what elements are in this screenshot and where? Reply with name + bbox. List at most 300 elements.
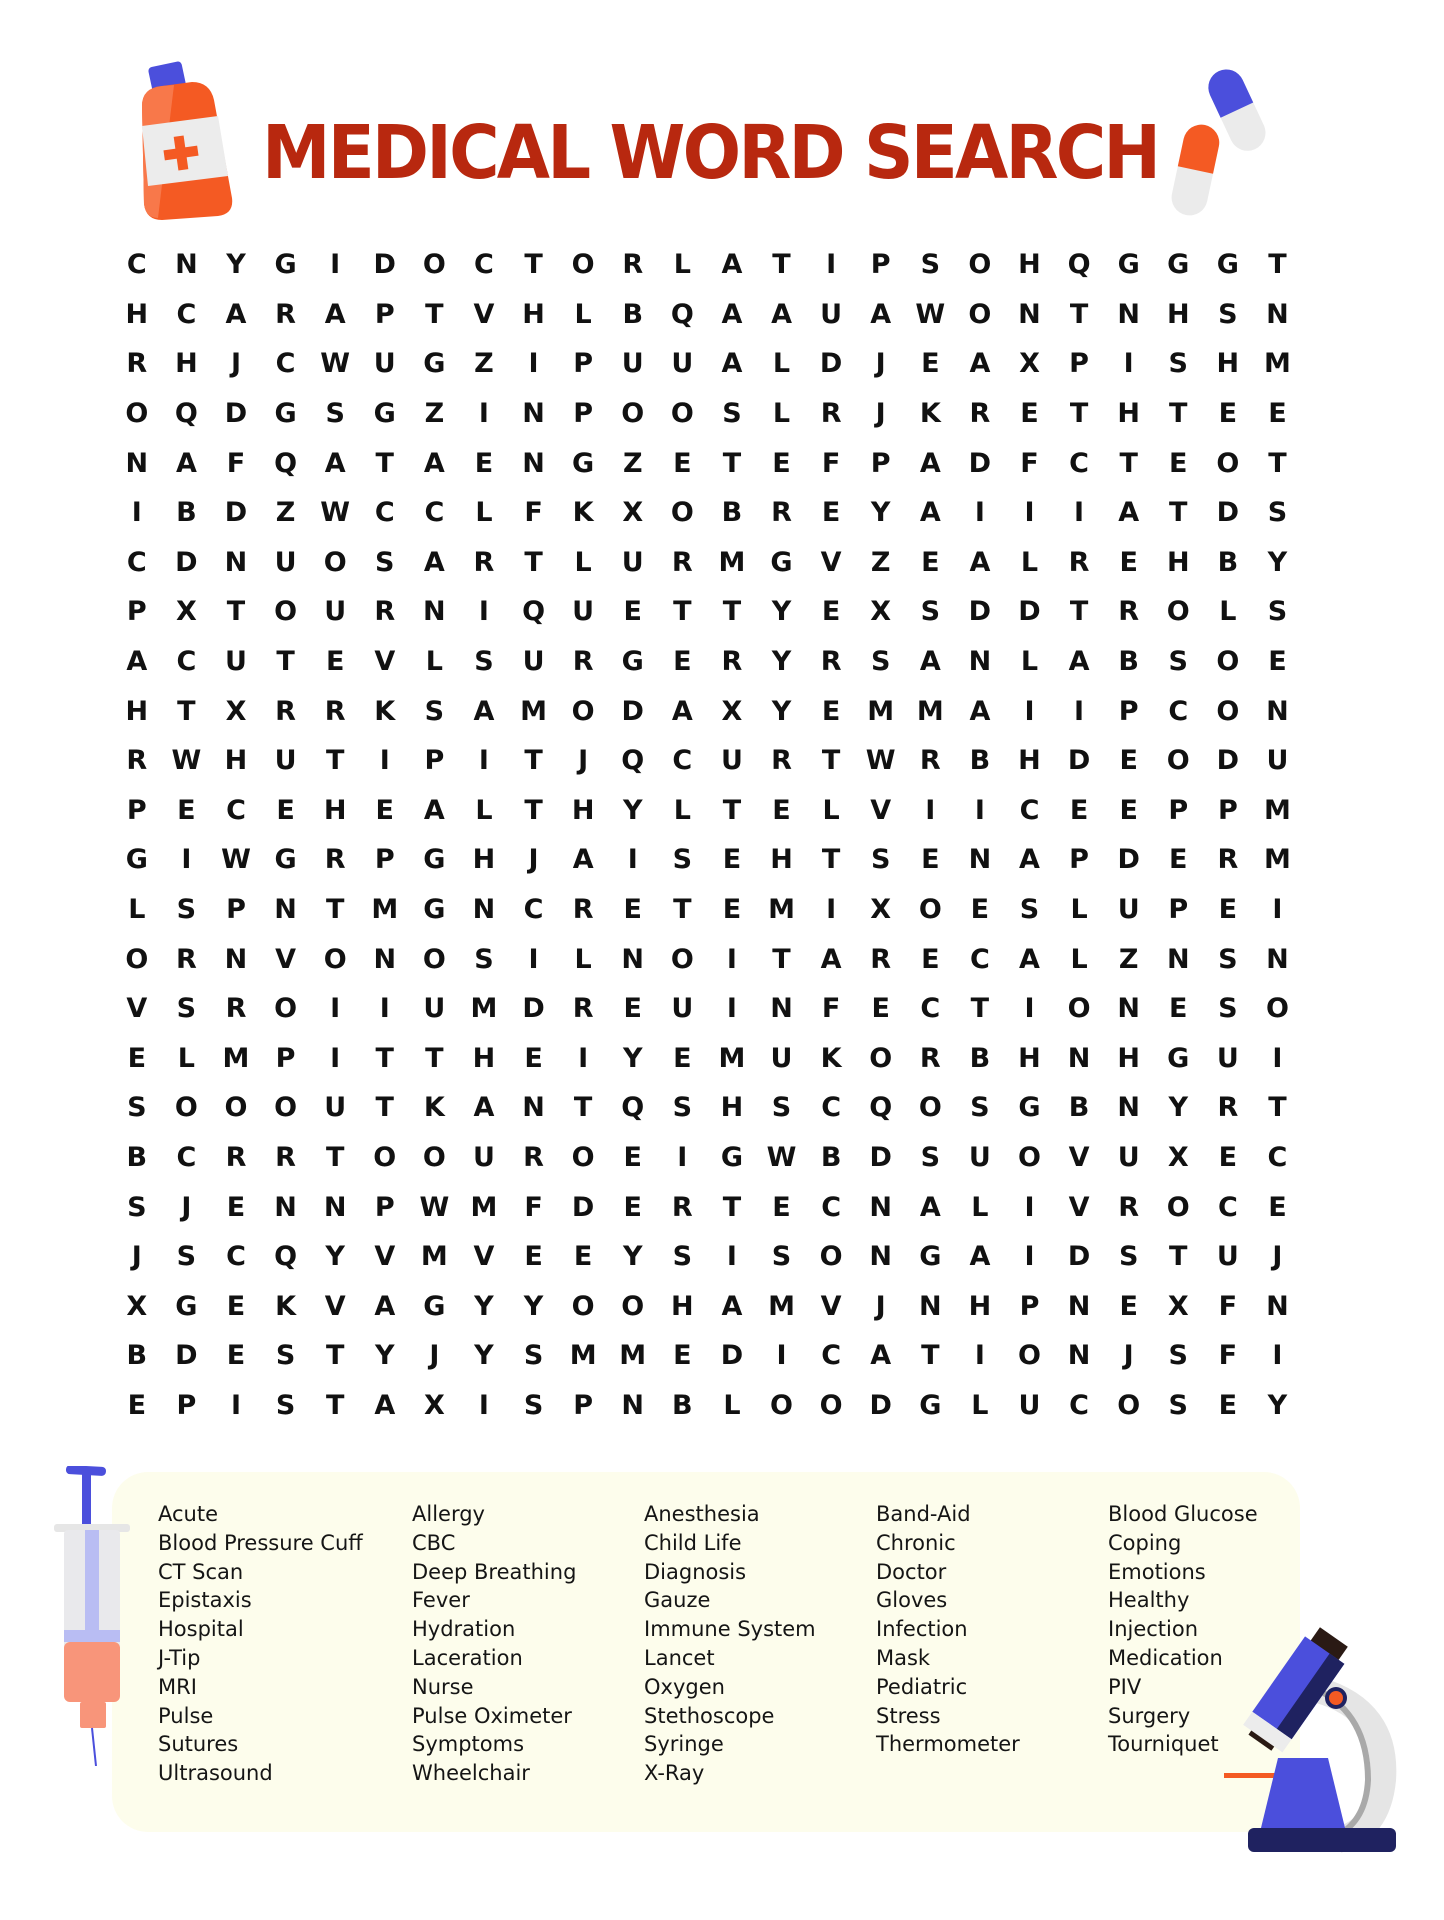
grid-cell[interactable]: F [821,993,841,1025]
grid-cell[interactable]: A [473,695,495,727]
grid-cell[interactable]: D [869,1389,892,1421]
grid-cell[interactable]: Q [274,447,298,479]
grid-cell[interactable]: P [573,1389,594,1421]
grid-cell[interactable]: H [1117,1042,1140,1074]
grid-cell[interactable]: M [768,894,795,926]
grid-cell[interactable]: G [274,249,297,281]
grid-cell[interactable]: G [919,1389,942,1421]
grid-cell[interactable]: Q [1067,249,1091,281]
grid-cell[interactable]: P [1118,695,1139,727]
grid-cell[interactable]: A [919,447,941,479]
grid-cell[interactable]: P [870,249,891,281]
grid-cell[interactable]: R [126,348,148,380]
grid-cell[interactable]: R [275,695,296,727]
grid-cell[interactable]: A [324,298,346,330]
grid-cell[interactable]: T [772,249,791,281]
grid-cell[interactable]: T [1268,1092,1287,1124]
grid-cell[interactable]: V [870,794,892,826]
grid-cell[interactable]: O [770,1389,793,1421]
grid-cell[interactable]: E [127,1042,147,1074]
grid-cell[interactable]: H [968,1290,992,1322]
grid-cell[interactable]: K [919,398,941,430]
grid-cell[interactable]: Q [174,398,198,430]
grid-cell[interactable]: A [870,298,892,330]
grid-cell[interactable]: O [670,497,694,529]
grid-cell[interactable]: R [771,497,792,529]
grid-cell[interactable]: P [126,794,147,826]
grid-cell[interactable]: P [870,447,891,479]
grid-cell[interactable]: A [771,298,792,330]
grid-cell[interactable]: R [1068,546,1090,578]
grid-cell[interactable]: V [374,1241,396,1273]
grid-cell[interactable]: R [225,993,247,1025]
grid-cell[interactable]: G [770,546,793,578]
grid-cell[interactable]: N [423,596,446,628]
grid-cell[interactable]: E [673,447,692,479]
grid-cell[interactable]: Z [474,348,494,380]
grid-cell[interactable]: M [718,546,746,578]
grid-cell[interactable]: M [867,695,895,727]
grid-cell[interactable]: I [826,249,837,281]
grid-cell[interactable]: T [325,1141,345,1173]
grid-cell[interactable]: N [373,943,397,975]
grid-cell[interactable]: S [672,1241,693,1273]
grid-cell[interactable]: I [826,894,837,926]
grid-cell[interactable]: C [821,1340,842,1372]
grid-cell[interactable]: C [1168,695,1189,727]
grid-cell[interactable]: I [726,1241,737,1273]
grid-cell[interactable]: Y [622,1241,643,1273]
grid-cell[interactable]: C [1217,1191,1238,1223]
grid-cell[interactable]: R [523,1141,544,1173]
grid-cell[interactable]: G [1117,249,1140,281]
grid-cell[interactable]: J [875,348,886,380]
grid-cell[interactable]: R [771,745,792,777]
grid-cell[interactable]: T [375,1042,394,1074]
grid-cell[interactable]: V [473,1241,495,1273]
grid-cell[interactable]: S [424,695,445,727]
grid-cell[interactable]: E [921,943,940,975]
grid-cell[interactable]: T [573,1092,593,1124]
grid-cell[interactable]: S [672,1092,693,1124]
grid-cell[interactable]: H [224,745,248,777]
grid-cell[interactable]: P [126,596,147,628]
grid-cell[interactable]: T [226,596,246,628]
grid-cell[interactable]: B [126,1340,148,1372]
grid-cell[interactable]: M [718,1042,746,1074]
grid-cell[interactable]: U [472,1141,495,1173]
grid-cell[interactable]: N [522,1092,545,1124]
grid-cell[interactable]: S [920,596,941,628]
grid-cell[interactable]: I [230,1389,241,1421]
grid-cell[interactable]: I [1024,1241,1035,1273]
grid-cell[interactable]: Q [621,1092,645,1124]
grid-cell[interactable]: P [1168,794,1189,826]
grid-cell[interactable]: T [1119,447,1138,479]
grid-cell[interactable]: O [918,894,942,926]
grid-cell[interactable]: H [522,298,545,330]
grid-cell[interactable]: N [968,646,992,678]
grid-cell[interactable]: P [573,398,594,430]
grid-cell[interactable]: R [969,398,991,430]
grid-cell[interactable]: O [274,993,298,1025]
grid-cell[interactable]: R [473,546,495,578]
grid-cell[interactable]: E [1268,1191,1287,1223]
grid-cell[interactable]: R [225,1141,247,1173]
grid-cell[interactable]: S [176,1241,197,1273]
grid-cell[interactable]: N [1266,943,1289,975]
grid-cell[interactable]: X [175,596,197,628]
grid-cell[interactable]: T [524,794,543,826]
grid-cell[interactable]: E [1169,447,1188,479]
grid-cell[interactable]: J [230,348,241,380]
grid-cell[interactable]: S [1267,596,1288,628]
grid-cell[interactable]: A [969,695,991,727]
grid-cell[interactable]: S [1168,1340,1188,1372]
grid-cell[interactable]: I [330,249,341,281]
grid-cell[interactable]: M [222,1042,250,1074]
grid-cell[interactable]: G [175,1290,198,1322]
grid-cell[interactable]: E [722,894,742,926]
grid-cell[interactable]: U [968,1141,991,1173]
grid-cell[interactable]: E [375,794,394,826]
grid-cell[interactable]: E [623,894,642,926]
grid-cell[interactable]: H [770,844,793,876]
grid-cell[interactable]: P [374,844,395,876]
grid-cell[interactable]: P [1069,844,1089,876]
grid-cell[interactable]: T [1169,1241,1188,1273]
grid-cell[interactable]: M [569,1340,597,1372]
grid-cell[interactable]: E [772,1191,791,1223]
grid-cell[interactable]: L [673,249,691,281]
grid-cell[interactable]: O [174,1092,198,1124]
grid-cell[interactable]: E [871,993,890,1025]
grid-cell[interactable]: L [971,1191,989,1223]
grid-cell[interactable]: U [671,348,694,380]
grid-cell[interactable]: D [1117,844,1140,876]
grid-cell[interactable]: O [819,1389,843,1421]
grid-cell[interactable]: J [429,1340,440,1372]
grid-cell[interactable]: U [1117,894,1140,926]
grid-cell[interactable]: V [126,993,148,1025]
grid-cell[interactable]: O [422,943,446,975]
grid-cell[interactable]: O [422,1141,446,1173]
grid-cell[interactable]: B [1068,1092,1090,1124]
grid-cell[interactable]: C [821,1191,842,1223]
grid-cell[interactable]: U [621,546,644,578]
grid-cell[interactable]: H [671,1290,694,1322]
grid-cell[interactable]: Z [275,497,296,529]
grid-cell[interactable]: E [1119,794,1138,826]
grid-cell[interactable]: A [721,249,743,281]
grid-cell[interactable]: I [1074,695,1085,727]
grid-cell[interactable]: S [1218,993,1238,1025]
grid-cell[interactable]: E [177,794,196,826]
grid-cell[interactable]: I [776,1340,787,1372]
grid-cell[interactable]: P [226,894,246,926]
grid-cell[interactable]: X [870,596,892,628]
grid-cell[interactable]: V [374,646,396,678]
grid-cell[interactable]: U [1216,1241,1239,1273]
grid-cell[interactable]: D [373,249,396,281]
grid-cell[interactable]: T [325,894,345,926]
grid-cell[interactable]: O [1216,695,1240,727]
grid-cell[interactable]: E [921,844,940,876]
grid-cell[interactable]: N [1117,298,1140,330]
grid-cell[interactable]: O [422,249,446,281]
grid-cell[interactable]: N [1117,993,1140,1025]
grid-cell[interactable]: R [820,398,842,430]
grid-cell[interactable]: O [670,398,694,430]
grid-cell[interactable]: I [925,794,936,826]
grid-cell[interactable]: A [374,1290,396,1322]
grid-cell[interactable]: O [125,943,149,975]
grid-cell[interactable]: S [474,943,494,975]
grid-cell[interactable]: K [374,695,396,727]
grid-cell[interactable]: E [673,1340,692,1372]
grid-cell[interactable]: M [1264,794,1291,826]
grid-cell[interactable]: C [1019,794,1040,826]
grid-cell[interactable]: O [1216,646,1240,678]
grid-cell[interactable]: A [1118,497,1140,529]
grid-cell[interactable]: A [374,1389,396,1421]
grid-cell[interactable]: S [722,398,742,430]
grid-cell[interactable]: G [1216,249,1239,281]
grid-cell[interactable]: N [1266,695,1289,727]
grid-cell[interactable]: E [1218,398,1238,430]
grid-cell[interactable]: X [126,1290,148,1322]
grid-cell[interactable]: R [919,1042,941,1074]
grid-cell[interactable]: R [572,646,594,678]
grid-cell[interactable]: S [176,894,197,926]
grid-cell[interactable]: N [918,1290,942,1322]
grid-cell[interactable]: M [1264,844,1291,876]
grid-cell[interactable]: E [1020,398,1039,430]
grid-cell[interactable]: Y [325,1241,345,1273]
grid-cell[interactable]: T [524,745,543,777]
grid-cell[interactable]: O [571,249,595,281]
grid-cell[interactable]: W [221,844,251,876]
grid-cell[interactable]: N [1018,298,1041,330]
grid-cell[interactable]: S [127,1191,147,1223]
grid-cell[interactable]: O [968,249,992,281]
grid-cell[interactable]: I [478,1389,489,1421]
grid-cell[interactable]: E [772,794,791,826]
grid-cell[interactable]: C [126,249,147,281]
grid-cell[interactable]: G [423,894,446,926]
grid-cell[interactable]: Q [274,1241,298,1273]
grid-cell[interactable]: H [571,794,595,826]
grid-cell[interactable]: I [677,1141,688,1173]
grid-cell[interactable]: T [722,447,742,479]
grid-cell[interactable]: Y [226,249,246,281]
grid-cell[interactable]: E [524,1042,543,1074]
grid-cell[interactable]: A [721,298,743,330]
grid-cell[interactable]: L [475,794,493,826]
grid-cell[interactable]: C [474,249,494,281]
grid-cell[interactable]: L [574,943,592,975]
grid-cell[interactable]: M [420,1241,448,1273]
grid-cell[interactable]: A [175,447,197,479]
grid-cell[interactable]: S [1218,298,1238,330]
grid-cell[interactable]: L [574,298,592,330]
grid-cell[interactable]: A [225,298,247,330]
grid-cell[interactable]: O [1265,993,1289,1025]
grid-cell[interactable]: I [379,745,390,777]
grid-cell[interactable]: C [424,497,445,529]
grid-cell[interactable]: N [621,943,645,975]
grid-cell[interactable]: N [1266,1290,1289,1322]
grid-cell[interactable]: V [820,546,842,578]
grid-cell[interactable]: E [1069,794,1089,826]
grid-cell[interactable]: H [472,1042,496,1074]
grid-cell[interactable]: P [374,298,395,330]
grid-cell[interactable]: D [869,1141,892,1173]
grid-cell[interactable]: S [870,844,891,876]
grid-cell[interactable]: M [1264,348,1291,380]
grid-cell[interactable]: E [573,1241,593,1273]
grid-cell[interactable]: W [320,348,351,380]
grid-cell[interactable]: S [771,1241,792,1273]
grid-cell[interactable]: C [226,794,246,826]
grid-cell[interactable]: E [1218,1141,1238,1173]
grid-cell[interactable]: G [919,1241,942,1273]
grid-cell[interactable]: H [1018,249,1041,281]
grid-cell[interactable]: G [423,844,446,876]
grid-cell[interactable]: S [127,1092,147,1124]
grid-cell[interactable]: T [722,1191,742,1223]
grid-cell[interactable]: L [128,894,146,926]
grid-cell[interactable]: T [325,745,345,777]
grid-cell[interactable]: Q [621,745,645,777]
grid-cell[interactable]: G [1167,249,1190,281]
grid-cell[interactable]: R [572,894,594,926]
grid-cell[interactable]: P [1217,794,1238,826]
grid-cell[interactable]: H [1117,398,1140,430]
grid-cell[interactable]: A [126,646,148,678]
grid-cell[interactable]: Q [670,298,694,330]
grid-cell[interactable]: S [523,1340,544,1372]
grid-cell[interactable]: E [524,1241,543,1273]
grid-cell[interactable]: E [1218,894,1238,926]
grid-cell[interactable]: W [419,1191,450,1223]
grid-cell[interactable]: C [672,745,693,777]
grid-cell[interactable]: B [672,1389,693,1421]
grid-cell[interactable]: O [323,546,347,578]
grid-cell[interactable]: U [423,993,446,1025]
grid-cell[interactable]: B [721,497,743,529]
grid-cell[interactable]: Y [771,646,792,678]
grid-cell[interactable]: S [1168,348,1188,380]
grid-cell[interactable]: E [623,596,642,628]
grid-cell[interactable]: X [721,695,743,727]
grid-cell[interactable]: A [473,1092,495,1124]
grid-cell[interactable]: S [970,1092,990,1124]
grid-cell[interactable]: E [226,1191,246,1223]
grid-cell[interactable]: R [275,298,296,330]
grid-cell[interactable]: D [522,993,545,1025]
grid-cell[interactable]: T [772,943,791,975]
grid-cell[interactable]: A [721,1290,743,1322]
grid-cell[interactable]: I [974,1340,985,1372]
grid-cell[interactable]: H [1216,348,1240,380]
grid-cell[interactable]: A [969,546,991,578]
grid-cell[interactable]: I [330,993,341,1025]
grid-cell[interactable]: E [722,844,742,876]
grid-cell[interactable]: L [177,1042,195,1074]
grid-cell[interactable]: B [126,1141,148,1173]
grid-cell[interactable]: U [1216,1042,1239,1074]
grid-cell[interactable]: E [1169,844,1188,876]
grid-cell[interactable]: F [821,447,841,479]
grid-cell[interactable]: I [478,596,489,628]
grid-cell[interactable]: S [1267,497,1288,529]
grid-cell[interactable]: U [373,348,396,380]
grid-cell[interactable]: D [968,596,992,628]
grid-cell[interactable]: L [1020,646,1039,678]
grid-cell[interactable]: R [324,844,346,876]
grid-cell[interactable]: Q [522,596,546,628]
grid-cell[interactable]: Y [771,695,792,727]
grid-cell[interactable]: S [176,993,197,1025]
grid-cell[interactable]: A [919,646,941,678]
grid-cell[interactable]: D [720,1340,744,1372]
grid-cell[interactable]: N [869,1241,892,1273]
grid-cell[interactable]: P [573,348,594,380]
grid-cell[interactable]: I [1272,1340,1283,1372]
grid-cell[interactable]: A [919,1191,941,1223]
grid-cell[interactable]: M [371,894,399,926]
grid-cell[interactable]: E [673,646,692,678]
grid-cell[interactable]: O [670,943,694,975]
grid-cell[interactable]: U [1018,1389,1041,1421]
grid-cell[interactable]: T [524,546,543,578]
grid-cell[interactable]: H [175,348,198,380]
grid-cell[interactable]: O [621,1290,645,1322]
grid-cell[interactable]: O [819,1241,843,1273]
grid-cell[interactable]: E [970,894,990,926]
grid-cell[interactable]: J [131,1241,142,1273]
grid-cell[interactable]: O [918,1092,942,1124]
grid-cell[interactable]: O [373,1141,397,1173]
grid-cell[interactable]: N [274,894,297,926]
grid-cell[interactable]: A [423,447,445,479]
grid-cell[interactable]: O [274,1092,298,1124]
grid-cell[interactable]: S [1218,943,1238,975]
grid-cell[interactable]: O [1166,596,1190,628]
grid-cell[interactable]: D [621,695,644,727]
grid-cell[interactable]: I [528,943,539,975]
grid-cell[interactable]: I [478,398,489,430]
grid-cell[interactable]: D [1216,497,1240,529]
grid-cell[interactable]: X [870,894,892,926]
grid-cell[interactable]: S [1168,646,1188,678]
grid-cell[interactable]: G [1167,1042,1190,1074]
grid-cell[interactable]: A [1019,943,1040,975]
grid-cell[interactable]: V [1068,1191,1090,1223]
grid-cell[interactable]: T [1169,398,1188,430]
grid-cell[interactable]: F [524,1191,543,1223]
grid-cell[interactable]: A [919,497,941,529]
grid-cell[interactable]: H [720,1092,744,1124]
grid-cell[interactable]: F [1020,447,1039,479]
grid-cell[interactable]: G [423,348,446,380]
grid-cell[interactable]: I [528,348,539,380]
grid-cell[interactable]: W [865,745,896,777]
grid-cell[interactable]: N [621,1389,645,1421]
grid-cell[interactable]: P [1069,348,1089,380]
grid-cell[interactable]: V [820,1290,842,1322]
